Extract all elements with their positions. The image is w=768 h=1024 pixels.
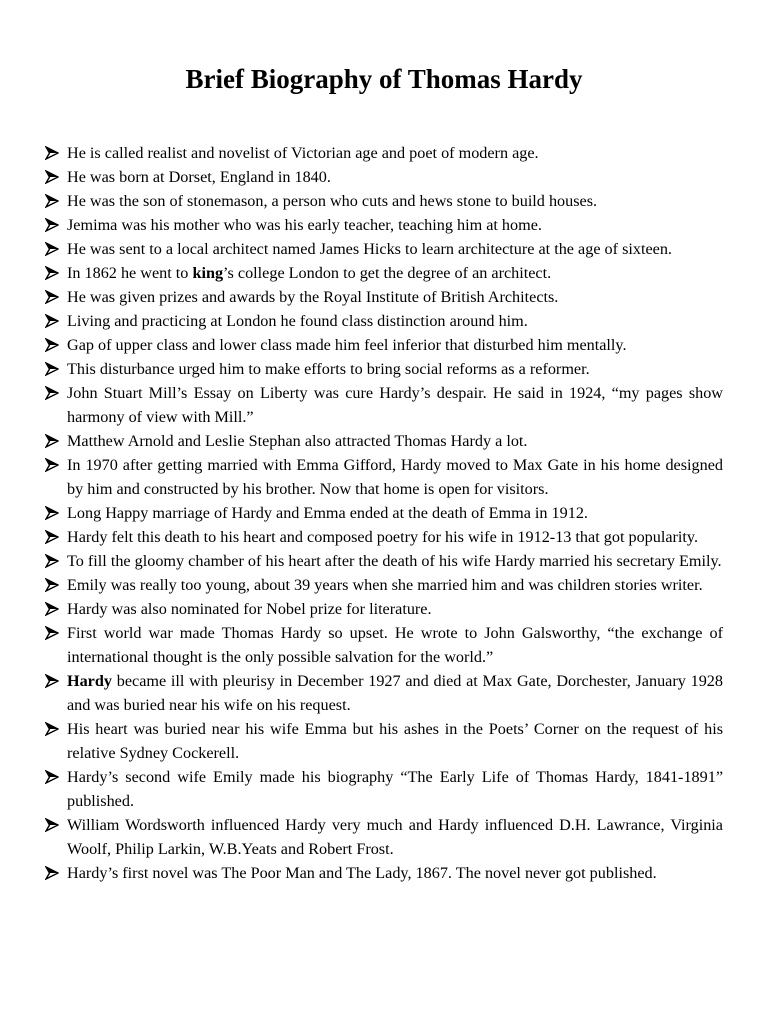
bullet-text: Jemima was his mother who was his early teacher, teaching him at home. xyxy=(67,216,542,234)
arrowhead-bullet-icon xyxy=(45,578,59,592)
arrowhead-bullet-icon xyxy=(45,170,59,184)
list-item xyxy=(45,813,723,861)
bullet-text: Hardy’s second wife Emily made his biography “The Early Life of Thomas Hardy, 1841-1891” published. xyxy=(67,768,723,810)
list-item xyxy=(45,717,723,765)
bullet-text: He was born at Dorset, England in 1840. xyxy=(67,168,331,186)
arrowhead-bullet-icon xyxy=(45,314,59,328)
bullet-text: Long Happy marriage of Hardy and Emma ended at the death of Emma in 1912. xyxy=(67,504,588,522)
list-item xyxy=(45,165,723,189)
bullet-text-bold: Hardy xyxy=(67,672,112,690)
list-item xyxy=(45,213,723,237)
arrowhead-bullet-icon xyxy=(45,386,59,400)
list-item xyxy=(45,453,723,501)
bullet-text: To fill the gloomy chamber of his heart after the death of his wife Hardy married his secretary Emily. xyxy=(67,552,722,570)
bullet-text: He was sent to a local architect named James Hicks to learn architecture at the age of sixteen. xyxy=(67,240,672,258)
page-title: Brief Biography of Thomas Hardy xyxy=(185,64,583,94)
bullet-text xyxy=(67,264,551,282)
list-item xyxy=(45,525,723,549)
arrowhead-bullet-icon xyxy=(45,626,59,640)
arrowhead-bullet-icon xyxy=(45,554,59,568)
bullet-text-bold: king xyxy=(192,264,224,282)
list-item xyxy=(45,261,723,285)
arrowhead-bullet-icon xyxy=(45,530,59,544)
list-item xyxy=(45,861,723,885)
bullet-text: First world war made Thomas Hardy so upset. He wrote to John Galsworthy, “the exchange of international thought is the only possible salvation for the world.” xyxy=(67,624,723,666)
bullet-text: He was the son of stonemason, a person who cuts and hews stone to build houses. xyxy=(67,192,598,210)
bullet-text: Hardy’s first novel was The Poor Man and The Lady, 1867. The novel never got published. xyxy=(67,864,657,882)
bullet-text: In 1970 after getting married with Emma Gifford, Hardy moved to Max Gate in his home designed by him and constructed by his brother. Now that home is open for visitors. xyxy=(67,456,723,498)
list-item xyxy=(45,141,723,165)
bullet-text: He is called realist and novelist of Victorian age and poet of modern age. xyxy=(67,144,539,162)
list-item xyxy=(45,597,723,621)
bullet-text-after: became ill with pleurisy in December 1927 and died at Max Gate, Dorchester, January 1928 and was buried near his wife on his request. xyxy=(67,672,723,714)
arrowhead-bullet-icon xyxy=(45,338,59,352)
list-item xyxy=(45,333,723,357)
arrowhead-bullet-icon xyxy=(45,770,59,784)
bullet-text-after: ’s college London to get the degree of an architect. xyxy=(223,264,552,282)
list-item xyxy=(45,357,723,381)
arrowhead-bullet-icon xyxy=(45,362,59,376)
list-item xyxy=(45,189,723,213)
arrowhead-bullet-icon xyxy=(45,722,59,736)
bullet-list xyxy=(45,141,723,885)
bullet-text: Matthew Arnold and Leslie Stephan also attracted Thomas Hardy a lot. xyxy=(67,432,528,450)
list-item xyxy=(45,285,723,309)
arrowhead-bullet-icon xyxy=(45,674,59,688)
arrowhead-bullet-icon xyxy=(45,266,59,280)
arrowhead-bullet-icon xyxy=(45,866,59,880)
bullet-text: Hardy felt this death to his heart and composed poetry for his wife in 1912-13 that got popularity. xyxy=(67,528,699,546)
list-item xyxy=(45,237,723,261)
arrowhead-bullet-icon xyxy=(45,218,59,232)
bullet-text xyxy=(67,672,723,714)
bullet-text-before: In 1862 he went to xyxy=(67,264,193,282)
list-item xyxy=(45,309,723,333)
bullet-text: This disturbance urged him to make efforts to bring social reforms as a reformer. xyxy=(67,360,590,378)
list-item xyxy=(45,429,723,453)
bullet-text: Hardy was also nominated for Nobel prize for literature. xyxy=(67,600,432,618)
bullet-text: He was given prizes and awards by the Royal Institute of British Architects. xyxy=(67,288,559,306)
list-item xyxy=(45,669,723,717)
list-item xyxy=(45,381,723,429)
arrowhead-bullet-icon xyxy=(45,194,59,208)
bullet-text: John Stuart Mill’s Essay on Liberty was cure Hardy’s despair. He said in 1924, “my pages show harmony of view with Mill.” xyxy=(67,384,723,426)
list-item xyxy=(45,573,723,597)
arrowhead-bullet-icon xyxy=(45,242,59,256)
arrowhead-bullet-icon xyxy=(45,458,59,472)
bullet-text: Emily was really too young, about 39 years when she married him and was children stories writer. xyxy=(67,576,703,594)
arrowhead-bullet-icon xyxy=(45,290,59,304)
arrowhead-bullet-icon xyxy=(45,602,59,616)
arrowhead-bullet-icon xyxy=(45,146,59,160)
bullet-text: William Wordsworth influenced Hardy very much and Hardy influenced D.H. Lawrance, Virginia Woolf, Philip Larkin, W.B.Yeats and Robert Frost. xyxy=(67,816,723,858)
bullet-text: His heart was buried near his wife Emma but his ashes in the Poets’ Corner on the request of his relative Sydney Cockerell. xyxy=(67,720,723,762)
arrowhead-bullet-icon xyxy=(45,434,59,448)
list-item xyxy=(45,549,723,573)
arrowhead-bullet-icon xyxy=(45,506,59,520)
arrowhead-bullet-icon xyxy=(45,818,59,832)
list-item xyxy=(45,501,723,525)
list-item xyxy=(45,621,723,669)
bullet-text: Living and practicing at London he found class distinction around him. xyxy=(67,312,528,330)
list-item xyxy=(45,765,723,813)
bullet-text: Gap of upper class and lower class made him feel inferior that disturbed him mentally. xyxy=(67,336,627,354)
